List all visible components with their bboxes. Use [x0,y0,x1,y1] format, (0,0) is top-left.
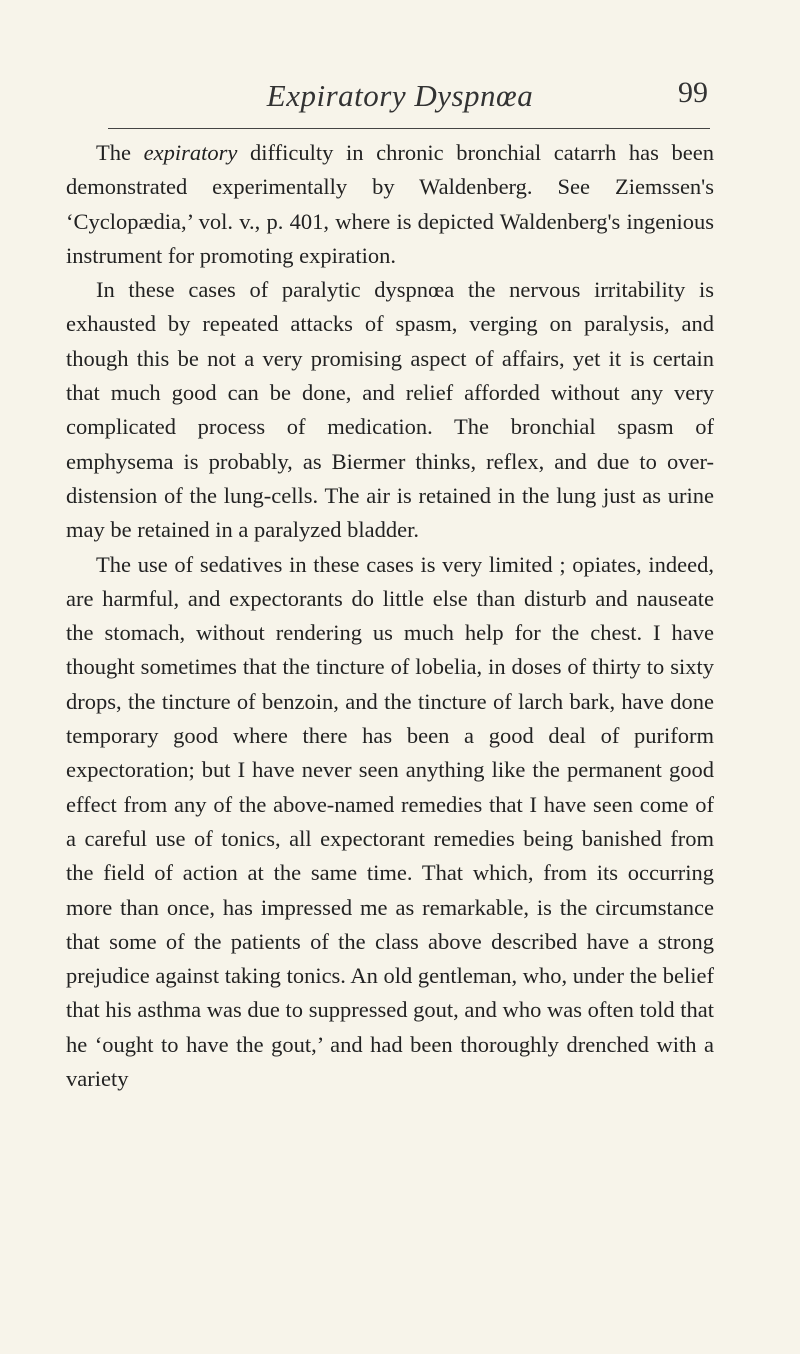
paragraph-1-intro: The [96,140,144,165]
body-text [66,136,714,1096]
paragraph-3: The use of sedatives in these cases is very limited ; opiates, indeed, are harmful, and expectorants do little else than disturb and nauseate the stomach, without rendering us much help for the chest. I have thought sometimes that the tincture of lobelia, in doses of thirty to sixty drops, the tincture of benzoin, and the tincture of larch bark, have done temporary good where there has been a good deal of puriform expectoration; but I have never seen anything like the permanent good effect from any of the above-named remedies that I have seen come of a careful use of tonics, all expectorant remedies being banished from the field of action at the same time. That which, from its occurring more than once, has impressed me as remarkable, is the circumstance that some of the patients of the class above described have a strong prejudice against taking tonics. An old gentleman, who, under the belief that his asthma was due to suppressed gout, and who was often told that he ‘ought to have the gout,’ and had been thoroughly drenched with a variety [66,551,714,1092]
header-rule [108,128,710,129]
page-number: 99 [678,76,708,109]
paragraph-1 [66,136,714,273]
paragraph-2: In these cases of paralytic dyspnœa the nervous irritability is exhausted by repeated attacks of spasm, verging on paralysis, and though this be not a very promising aspect of affairs, yet it is certain that much good can be done, and relief afforded without any very complicated process of medication. The bronchial spasm of emphysema is probably, as Biermer thinks, reflex, and due to over-distension of the lung-cells. The air is retained in the lung just as urine may be retained in a paralyzed bladder. [66,277,714,543]
running-title: Expiratory Dyspnœa [266,78,534,113]
paragraph-1-emphasis: expiratory [143,140,238,165]
paragraph-1-rest: difficulty in chronic bronchial catarrh has been demonstrated experimentally by Waldenberg. See Ziemssen's ‘Cyclopædia,’ vol. v., p. 401, where is depicted Waldenberg's ingenious instrument for promoting expiration. [66,140,714,268]
